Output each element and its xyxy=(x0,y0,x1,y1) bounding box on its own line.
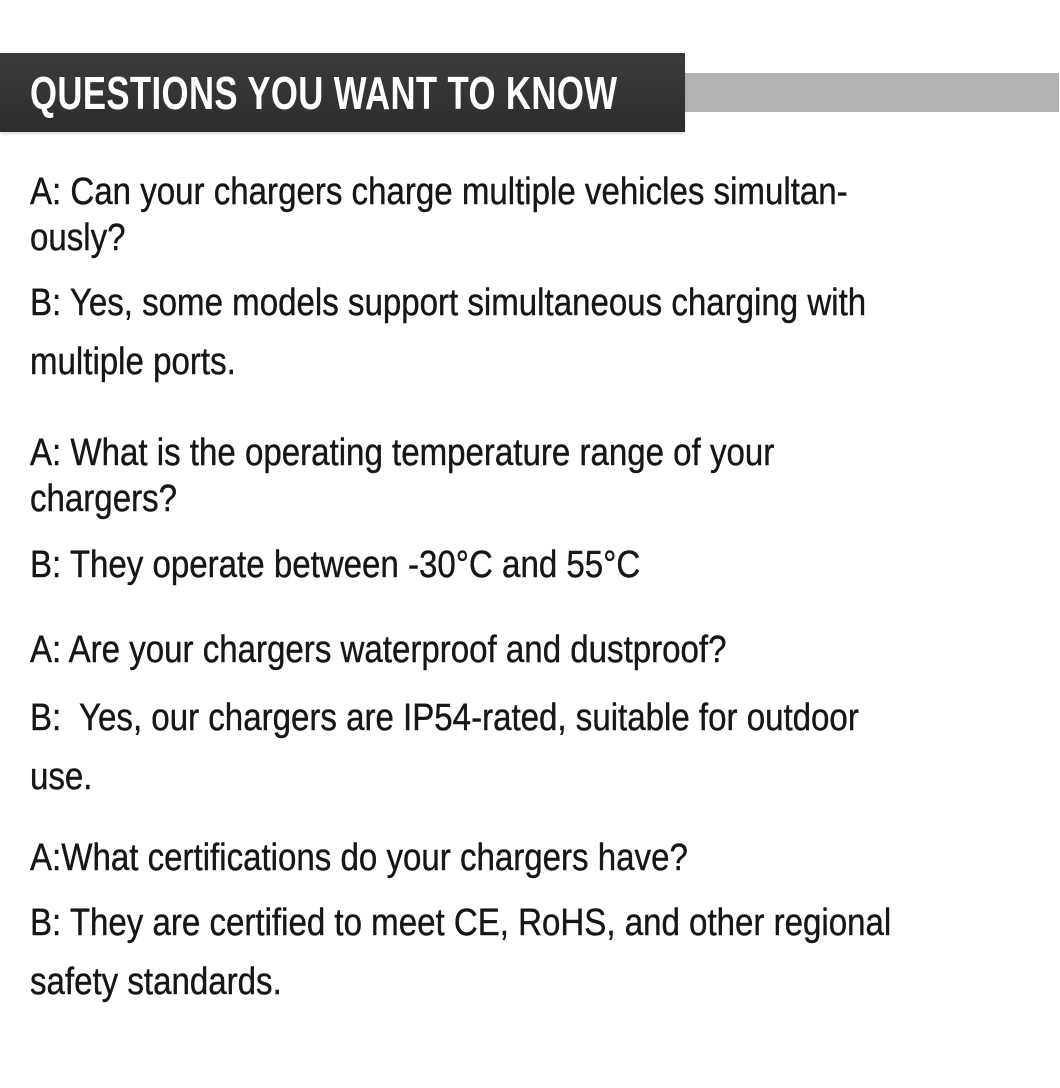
answer xyxy=(30,536,1040,595)
section-banner xyxy=(0,53,685,132)
answer-line: B: They are certified to meet CE, RoHS, and other regional xyxy=(30,902,892,944)
question-line: A:What certifications do your chargers have? xyxy=(30,837,688,879)
answer-line: B: Yes, our chargers are IP54-rated, suitable for outdoor xyxy=(30,697,859,739)
question-line: A: Can your chargers charge multiple vehicles simultan- xyxy=(30,171,848,213)
faq-item xyxy=(30,169,1040,392)
answer xyxy=(30,894,1040,1012)
answer-line: safety standards. xyxy=(30,961,282,1003)
question xyxy=(30,430,1040,522)
question xyxy=(30,627,1040,673)
answer xyxy=(30,689,1040,807)
section-title: QUESTIONS YOU WANT TO KNOW xyxy=(30,66,618,119)
accent-bar xyxy=(685,73,1059,112)
faq-item xyxy=(30,835,1040,1012)
faq-list xyxy=(0,169,1060,1012)
answer-line: use. xyxy=(30,756,93,798)
question-line: A: Are your chargers waterproof and dustproof? xyxy=(30,629,727,671)
question xyxy=(30,835,1040,881)
answer-line: B: They operate between -30°C and 55°C xyxy=(30,544,641,586)
question-line: A: What is the operating temperature range of your xyxy=(30,432,775,474)
answer-line: B: Yes, some models support simultaneous charging with xyxy=(30,282,867,324)
answer-line: multiple ports. xyxy=(30,341,236,383)
question-line: ously? xyxy=(30,217,126,259)
answer xyxy=(30,274,1040,392)
question-line: chargers? xyxy=(30,478,178,520)
question xyxy=(30,169,1040,261)
faq-item xyxy=(30,430,1040,595)
section-header xyxy=(0,53,1060,132)
faq-item xyxy=(30,627,1040,807)
